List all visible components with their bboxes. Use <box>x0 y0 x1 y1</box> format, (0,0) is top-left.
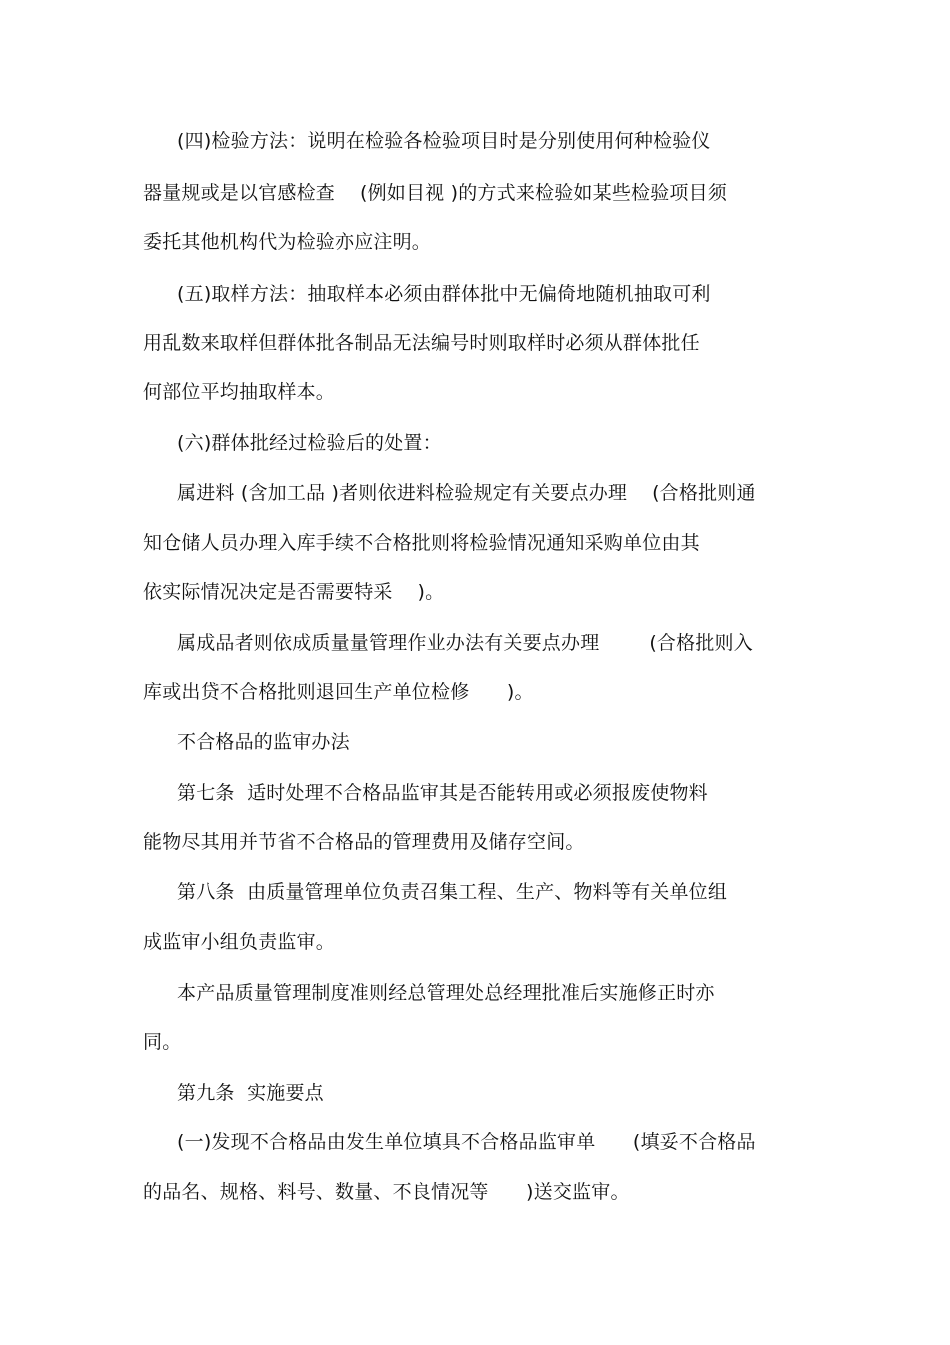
text-line: 第八条 由质量管理单位负责召集工程、生产、物料等有关单位组 <box>177 881 728 903</box>
text-line: 的品名、规格、料号、数量、不良情况等 )送交监审。 <box>143 1181 630 1203</box>
text-line: (六)群体批经过检验后的处置： <box>177 432 442 454</box>
text-line: 依实际情况决定是否需要特采 )。 <box>143 581 445 603</box>
text-line: 本产品质量管理制度准则经总管理处总经理批准后实施修正时亦 <box>177 982 715 1004</box>
text-line: 库或出贷不合格批则退回生产单位检修 )。 <box>143 681 534 703</box>
text-line: (四)检验方法：说明在检验各检验项目时是分别使用何种检验仪 <box>177 130 711 152</box>
section-heading: 不合格品的监审办法 <box>177 731 350 753</box>
text-line: 成监审小组负责监审。 <box>143 931 336 953</box>
text-line: 用乱数来取样但群体批各制品无法编号时则取样时必须从群体批任 <box>143 332 700 354</box>
text-line: 属成品者则依成质量量管理作业办法有关要点办理 (合格批则入 <box>177 632 753 654</box>
text-line: 委托其他机构代为检验亦应注明。 <box>143 231 432 253</box>
text-line: 第七条 适时处理不合格品监审其是否能转用或必须报废使物料 <box>177 782 708 804</box>
text-line: 属进料 (含加工品 )者则依进料检验规定有关要点办理 (合格批则通 <box>177 482 756 504</box>
text-line: 何部位平均抽取样本。 <box>143 381 336 403</box>
text-line: 同。 <box>143 1031 182 1053</box>
text-line: (五)取样方法：抽取样本必须由群体批中无偏倚地随机抽取可利 <box>177 283 711 305</box>
text-line: (一)发现不合格品由发生单位填具不合格品监审单 (填妥不合格品 <box>177 1131 756 1153</box>
text-line: 第九条 实施要点 <box>177 1082 324 1104</box>
text-line: 器量规或是以官感检查 (例如目视 )的方式来检验如某些检验项目须 <box>143 182 728 204</box>
text-line: 知仓储人员办理入库手续不合格批则将检验情况通知采购单位由其 <box>143 532 700 554</box>
text-line: 能物尽其用并节省不合格品的管理费用及储存空间。 <box>143 831 585 853</box>
